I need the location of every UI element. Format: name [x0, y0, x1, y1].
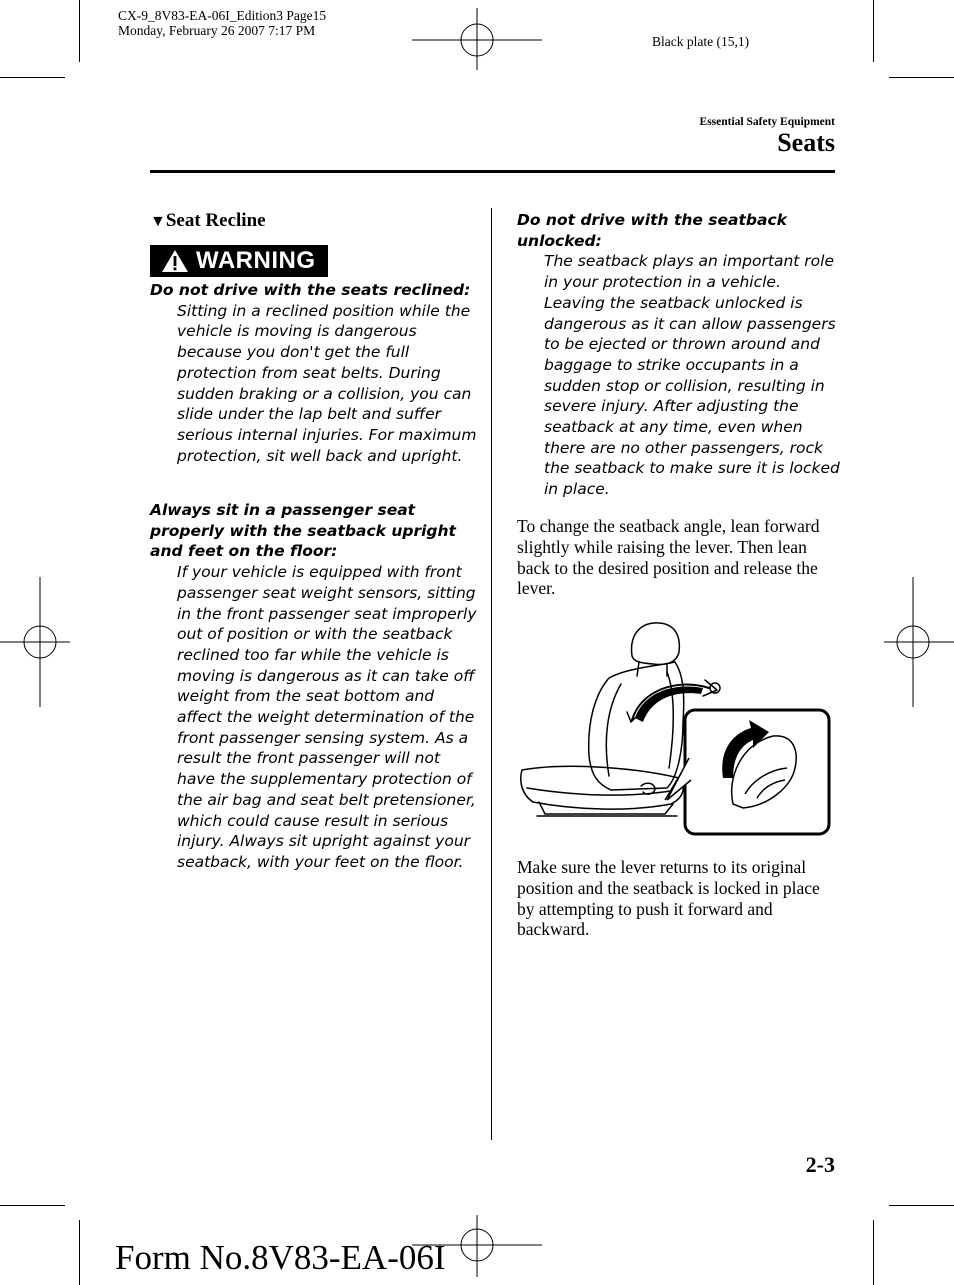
warning-title: Do not drive with the seatback unlocked: — [517, 211, 787, 250]
paragraph-lever-returns: Make sure the lever returns to its original position and the seatback is locked in place by attempting to push it forward and backward. — [517, 857, 820, 940]
warning-sit-properly — [150, 500, 480, 873]
seat-recline-illustration — [517, 618, 835, 840]
page-title: Seats — [777, 128, 835, 157]
warning-body: Sitting in a reclined position while the vehicle is moving is dangerous because you don't get the full protection from seat belts. During sudden braking or a collision, you can slide under the lap belt and suffer serious internal injuries. For maximum protection, sit well back and upright. — [177, 301, 477, 465]
crop-mark — [79, 1220, 80, 1285]
warning-banner — [150, 245, 328, 277]
triangle-down-icon: ▼ — [150, 213, 166, 230]
file-info — [118, 8, 326, 38]
warning-title: Do not drive with the seats reclined: — [150, 281, 471, 299]
warning-label: WARNING — [196, 247, 316, 274]
subheading-text: Seat Recline — [165, 210, 266, 231]
warning-seats-reclined — [150, 280, 480, 466]
registration-mark-top — [412, 8, 542, 70]
crop-mark — [873, 0, 874, 62]
warning-seatback-unlocked — [517, 210, 842, 500]
page-number: 2-3 — [805, 1152, 835, 1177]
paragraph-change-angle: To change the seatback angle, lean forward slightly while raising the lever. Then lean back to the desired position and release the lever. — [517, 516, 820, 599]
form-number: Form No.8V83-EA-06I — [115, 1238, 446, 1277]
registration-mark-right — [884, 577, 954, 707]
registration-mark-left — [0, 577, 70, 707]
section-category: Essential Safety Equipment — [699, 116, 835, 128]
heading-rule — [150, 170, 835, 173]
crop-mark — [0, 77, 65, 78]
file-info-line1: CX-9_8V83-EA-06I_Edition3 Page15 — [118, 8, 327, 23]
warning-body: If your vehicle is equipped with front passenger seat weight sensors, sitting in the front passenger seat improperly out of position or with the seatback reclined too far while the vehicle is moving is dangerous as it can take off weight from the seat bottom and affect the weight determination of the front passenger sensing system. As a result the front passenger will not have the supplementary protection of the air bag and seat belt pretensioner, which could cause result in serious injury. Always sit upright against your seatback, with your feet on the floor. — [177, 563, 477, 871]
file-info-line2: Monday, February 26 2007 7:17 PM — [118, 23, 316, 38]
plate-label: Black plate (15,1) — [652, 34, 750, 49]
warning-body: The seatback plays an important role in your protection in a vehicle. Leaving the seatback unlocked is dangerous as it can allow passengers to be ejected or thrown around and baggage to strike occupants in a sudden stop or collision, resulting in severe injury. After adjusting the seatback at any time, even when there are no other passengers, rock the seatback to make sure it is locked in place. — [544, 252, 840, 499]
column-divider — [491, 208, 492, 1140]
warning-title: Always sit in a passenger seat properly with the seatback upright and feet on the floor: — [150, 501, 456, 561]
subheading-seat-recline — [150, 210, 266, 232]
crop-mark — [0, 1205, 65, 1206]
crop-mark — [889, 1205, 954, 1206]
crop-mark — [889, 77, 954, 78]
warning-triangle-icon — [160, 248, 190, 274]
crop-mark — [873, 1220, 874, 1285]
crop-mark — [79, 0, 80, 62]
